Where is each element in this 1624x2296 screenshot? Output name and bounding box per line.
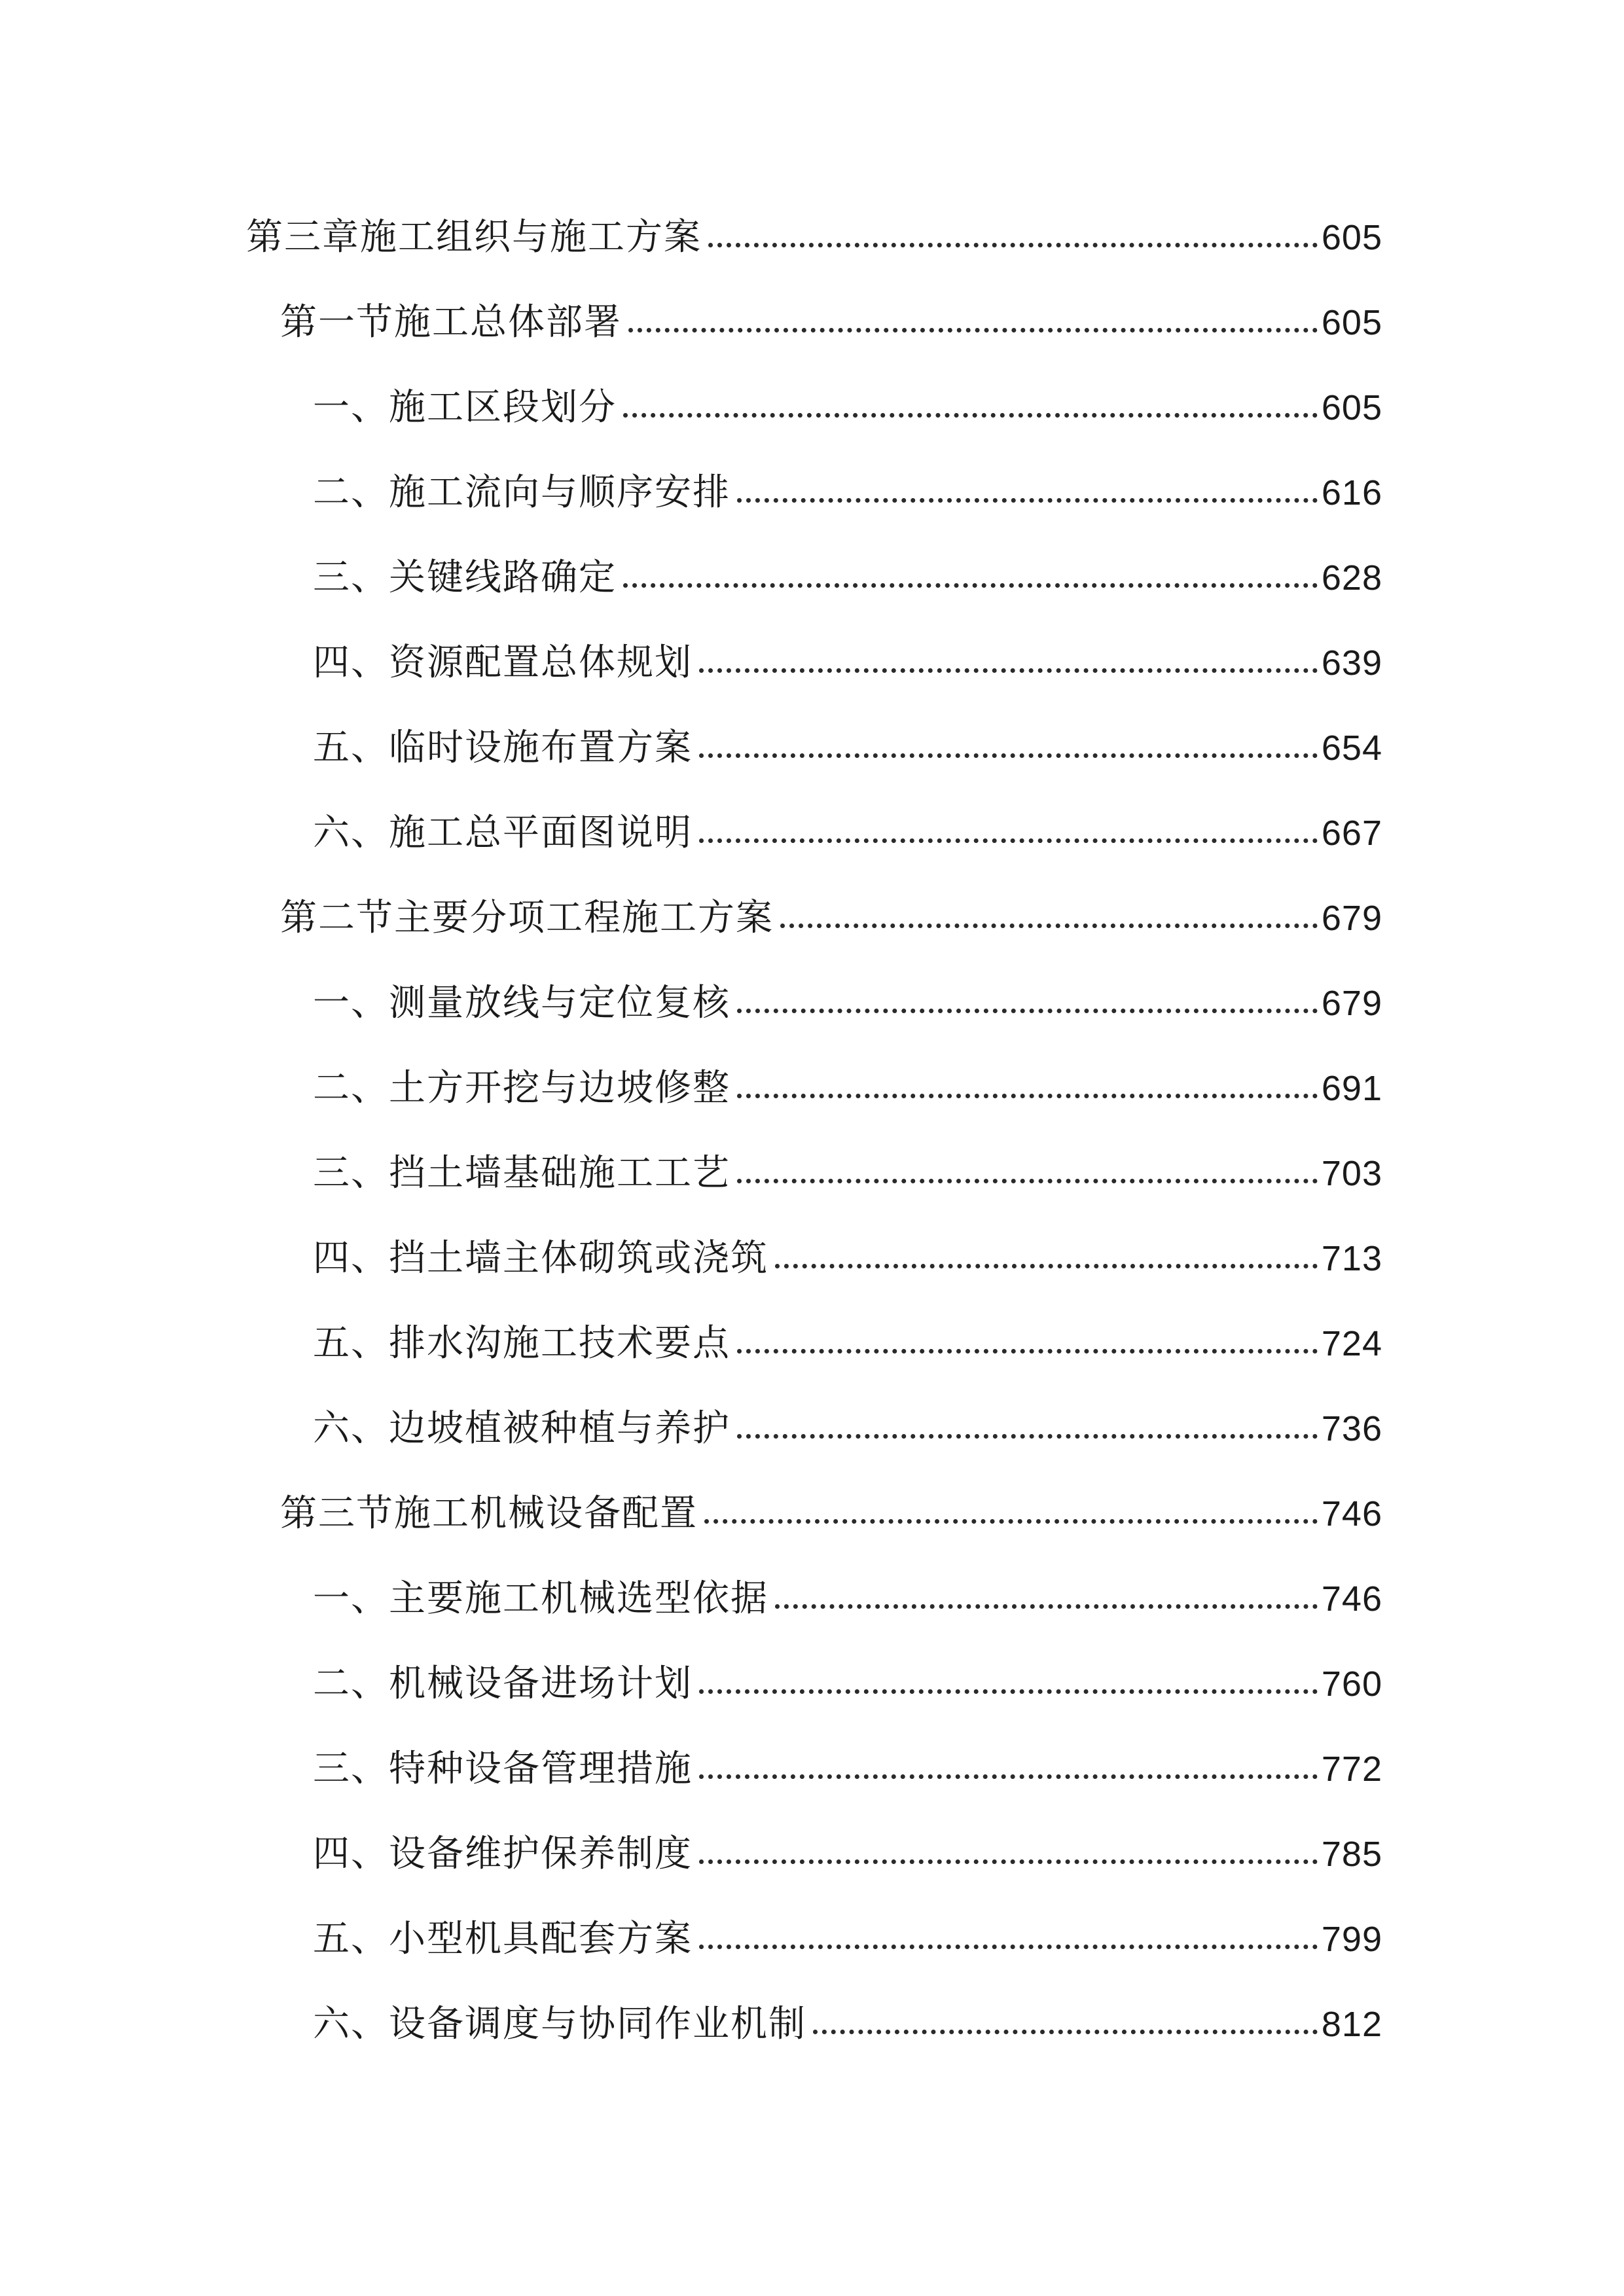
toc-dot-leader [628, 328, 1318, 332]
toc-entry-title: 第三节施工机械设备配置 [280, 1492, 698, 1535]
toc-page-number: 703 [1321, 1154, 1382, 1193]
toc-page-number: 691 [1321, 1069, 1382, 1108]
toc-dot-leader [699, 753, 1318, 758]
toc-dot-leader [708, 243, 1318, 247]
toc-dot-leader [775, 1604, 1318, 1609]
toc-page-number: 760 [1321, 1664, 1382, 1704]
toc-entry-subsection[interactable] [313, 1907, 1382, 1972]
toc-page-number: 785 [1321, 1835, 1382, 1874]
toc-entry-subsection[interactable] [313, 460, 1382, 526]
toc-page-number: 639 [1321, 643, 1382, 683]
toc-entry-title: 一、施工区段划分 [313, 386, 617, 429]
toc-page-number: 667 [1321, 814, 1382, 853]
toc-entry-title: 一、测量放线与定位复核 [313, 982, 731, 1024]
toc-dot-leader [704, 1519, 1318, 1524]
toc-entry-title: 四、挡土墙主体砌筑或浇筑 [313, 1237, 768, 1280]
toc-entry-section-1[interactable] [280, 290, 1382, 355]
toc-entry-subsection[interactable] [313, 1651, 1382, 1717]
toc-page-number: 616 [1321, 473, 1382, 512]
toc-entry-subsection[interactable] [313, 1141, 1382, 1206]
toc-page-number: 679 [1321, 984, 1382, 1023]
toc-entry-subsection[interactable] [313, 630, 1382, 696]
toc-page-number: 746 [1321, 1579, 1382, 1619]
toc-dot-leader [775, 1264, 1318, 1268]
toc-page-number: 746 [1321, 1494, 1382, 1534]
toc-entry-subsection[interactable] [313, 1311, 1382, 1376]
toc-dot-leader [623, 413, 1318, 418]
toc-dot-leader [737, 1349, 1318, 1354]
toc-entry-subsection[interactable] [313, 1736, 1382, 1802]
toc-entry-title: 四、资源配置总体规划 [313, 641, 693, 684]
toc-page-number: 605 [1321, 388, 1382, 427]
toc-dot-leader [737, 1009, 1318, 1013]
toc-entry-title: 第二节主要分项工程施工方案 [280, 897, 774, 939]
toc-entry-chapter-3[interactable] [246, 205, 1382, 270]
toc-dot-leader [737, 1434, 1318, 1439]
toc-entry-section-3[interactable] [280, 1481, 1382, 1547]
toc-dot-leader [699, 1945, 1318, 1949]
toc-page-number: 628 [1321, 558, 1382, 598]
toc-entry-title: 二、土方开挖与边坡修整 [313, 1067, 731, 1109]
toc-dot-leader [699, 668, 1318, 673]
toc-entry-title: 第一节施工总体部署 [280, 301, 622, 344]
toc-entry-subsection[interactable] [313, 545, 1382, 611]
toc-entry-title: 五、临时设施布置方案 [313, 726, 693, 769]
toc-page-number: 679 [1321, 899, 1382, 938]
toc-entry-subsection[interactable] [313, 1821, 1382, 1887]
toc-entry-title: 二、施工流向与顺序安排 [313, 471, 731, 514]
toc-entry-subsection[interactable] [313, 1396, 1382, 1462]
toc-page-number: 605 [1321, 218, 1382, 257]
toc-entry-title: 三、关键线路确定 [313, 556, 617, 599]
toc-entry-subsection[interactable] [313, 1566, 1382, 1632]
toc-page-number: 654 [1321, 728, 1382, 768]
toc-entry-title: 第三章施工组织与施工方案 [246, 216, 702, 259]
toc-page-number: 713 [1321, 1239, 1382, 1278]
toc-page-number: 736 [1321, 1409, 1382, 1448]
toc-dot-leader [780, 924, 1318, 928]
toc-dot-leader [623, 583, 1318, 588]
toc-dot-leader [699, 838, 1318, 843]
toc-page-number: 812 [1321, 2005, 1382, 2044]
toc-entry-subsection[interactable] [313, 800, 1382, 866]
toc-page-number: 799 [1321, 1920, 1382, 1959]
toc-page-number: 605 [1321, 303, 1382, 342]
toc-entry-subsection[interactable] [313, 375, 1382, 440]
toc-dot-leader [699, 1859, 1318, 1864]
toc-entry-title: 六、施工总平面图说明 [313, 812, 693, 854]
toc-dot-leader [737, 1179, 1318, 1183]
toc-dot-leader [737, 1094, 1318, 1098]
toc-entry-subsection[interactable] [313, 971, 1382, 1036]
toc-entry-subsection[interactable] [313, 1992, 1382, 2057]
toc-dot-leader [737, 498, 1318, 503]
toc-page-number: 724 [1321, 1324, 1382, 1363]
toc-entry-section-2[interactable] [280, 886, 1382, 951]
toc-entry-title: 三、特种设备管理措施 [313, 1748, 693, 1790]
toc-entry-title: 六、边坡植被种植与养护 [313, 1407, 731, 1450]
toc-entry-title: 二、机械设备进场计划 [313, 1662, 693, 1705]
toc-entry-subsection[interactable] [313, 715, 1382, 781]
toc-entry-subsection[interactable] [313, 1056, 1382, 1121]
toc-dot-leader [699, 1689, 1318, 1694]
toc-entry-title: 四、设备维护保养制度 [313, 1833, 693, 1875]
toc-entry-subsection[interactable] [313, 1226, 1382, 1291]
toc-entry-title: 三、挡土墙基础施工工艺 [313, 1152, 731, 1194]
toc-dot-leader [699, 1774, 1318, 1779]
toc-page-number: 772 [1321, 1749, 1382, 1789]
toc-entry-title: 一、主要施工机械选型依据 [313, 1577, 768, 1620]
toc-entry-title: 五、排水沟施工技术要点 [313, 1322, 731, 1365]
toc-dot-leader [813, 2030, 1318, 2034]
toc-entry-title: 六、设备调度与协同作业机制 [313, 2003, 806, 2045]
toc-entry-title: 五、小型机具配套方案 [313, 1918, 693, 1960]
